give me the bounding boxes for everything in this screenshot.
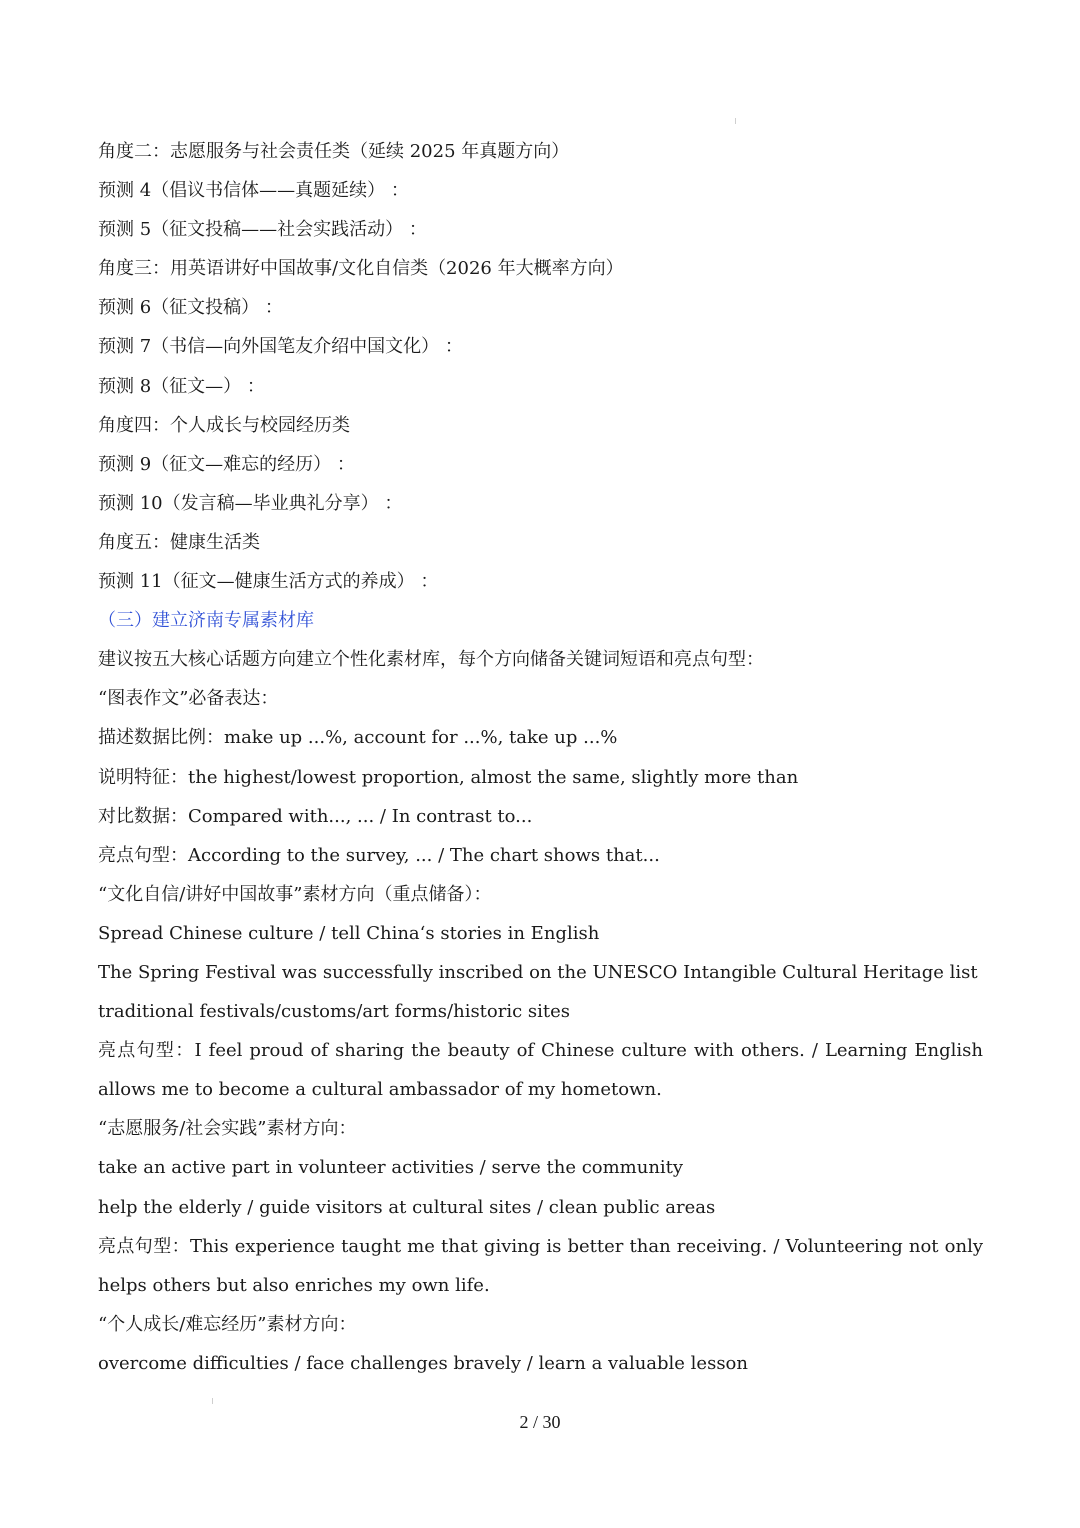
text-line: 预测 4（倡议书信体——真题延续） ： [98,180,409,202]
text-line: “个人成长/难忘经历”素材方向： [98,1313,357,1335]
text-line: 亮点句型：According to the survey, ... / The chart shows that... [98,844,660,866]
text-line: 预测 10（发言稿—毕业典礼分享） ： [98,492,403,514]
text-line: 对比数据：Compared with..., ... / In contrast to... [98,805,533,827]
text-line: 角度三：用英语讲好中国故事/文化自信类（2026 年大概率方向） [98,258,624,280]
text-line: help the elderly / guide visitors at cultural sites / clean public areas [98,1196,716,1218]
scan-mark [212,1398,213,1404]
text-line: take an active part in volunteer activities / serve the community [98,1157,684,1179]
text-line: 角度五：健康生活类 [98,531,260,553]
text-line: “文化自信/讲好中国故事”素材方向（重点储备）： [98,883,492,905]
text-line: 预测 6（征文投稿） ： [98,297,283,319]
text-line: 预测 5（征文投稿——社会实践活动） ： [98,219,427,241]
text-line: 预测 11（征文—健康生活方式的养成） ： [98,571,439,593]
text-line: The Spring Festival was successfully inscribed on the UNESCO Intangible Cultural Heritage list [98,961,978,983]
text-line: 预测 9（征文—难忘的经历） ： [98,453,355,475]
text-line: Spread Chinese culture / tell China‘s stories in English [98,922,600,944]
text-line: 描述数据比例：make up ...%, account for ...%, take up ...% [98,727,618,749]
text-line: traditional festivals/customs/art forms/historic sites [98,1001,571,1023]
paragraph: 亮点句型：I feel proud of sharing the beauty of Chinese culture with others. / Learning English allows me to become a cultural ambassador of my hometown. [98,1040,983,1101]
text-line: 说明特征：the highest/lowest proportion, almost the same, slightly more than [98,766,799,788]
section-heading: （三）建立济南专属素材库 [98,610,314,632]
paragraph: 亮点句型：This experience taught me that giving is better than receiving. / Volunteering not only helps others but also enriches my own life. [98,1235,983,1296]
document-body [98,132,983,1383]
text-line: 预测 7（书信—向外国笔友介绍中国文化） ： [98,336,463,358]
text-line: “图表作文”必备表达： [98,688,279,710]
text-line: 预测 8（征文—） ： [98,375,265,397]
text-line: 角度四：个人成长与校园经历类 [98,414,350,436]
text-line: 建议按五大核心话题方向建立个性化素材库，每个方向储备关键词短语和亮点句型： [98,649,764,671]
text-line: 角度二：志愿服务与社会责任类（延续 2025 年真题方向） [98,141,570,162]
text-line: “志愿服务/社会实践”素材方向： [98,1118,357,1140]
scan-mark [735,118,736,124]
text-line: overcome difficulties / face challenges bravely / learn a valuable lesson [98,1352,748,1374]
page-number: 2 / 30 [519,1412,561,1432]
